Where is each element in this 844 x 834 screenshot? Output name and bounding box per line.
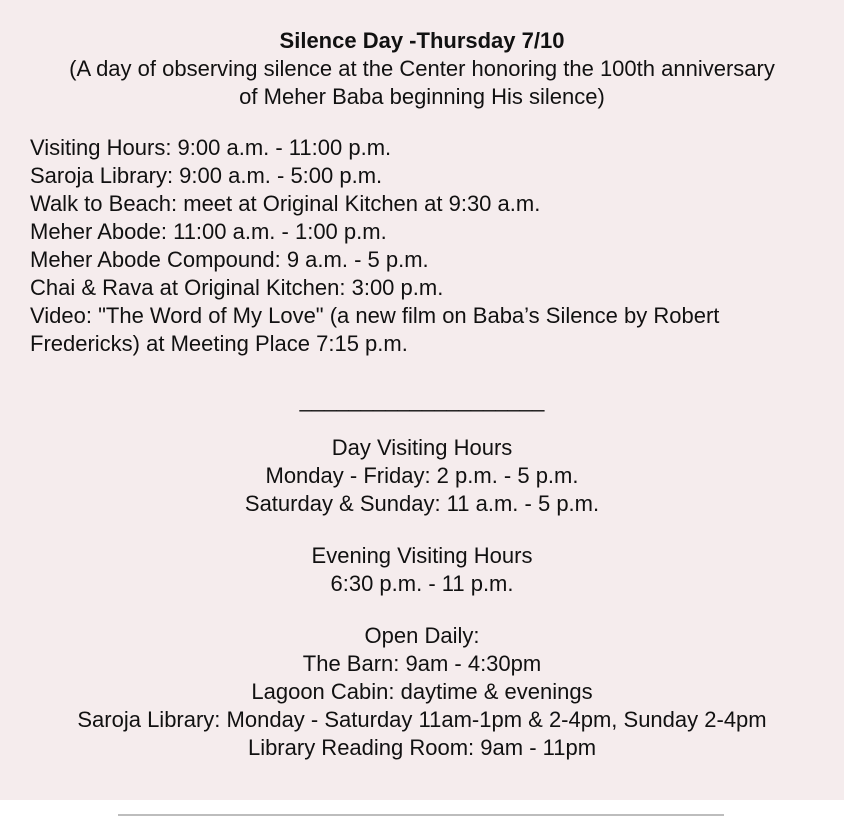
hours-line: Lagoon Cabin: daytime & evenings — [251, 679, 593, 704]
schedule-item-visiting-hours: Visiting Hours: 9:00 a.m. - 11:00 p.m. — [30, 135, 392, 160]
schedule-item-meher-abode: Meher Abode: 11:00 a.m. - 1:00 p.m. — [30, 219, 387, 244]
section-heading: Evening Visiting Hours — [311, 543, 533, 568]
page-title: Silence Day -Thursday 7/10 — [279, 28, 565, 53]
subtitle-line: (A day of observing silence at the Center honoring the 100th anniversary — [69, 56, 775, 81]
schedule-item-meher-abode-compound: Meher Abode Compound: 9 a.m. - 5 p.m. — [30, 247, 429, 272]
bottom-rule — [118, 814, 724, 816]
hours-line: Library Reading Room: 9am - 11pm — [247, 735, 597, 760]
evening-visiting-hours — [0, 542, 844, 598]
section-heading: Day Visiting Hours — [331, 435, 513, 460]
schedule-item-saroja-library: Saroja Library: 9:00 a.m. - 5:00 p.m. — [30, 163, 383, 188]
open-daily — [0, 622, 844, 762]
silence-day-schedule — [30, 134, 830, 358]
section-divider: ____________________ — [299, 387, 545, 412]
hours-line: Saturday & Sunday: 11 a.m. - 5 p.m. — [244, 491, 600, 516]
hours-line: The Barn: 9am - 4:30pm — [302, 651, 542, 676]
section-heading: Open Daily: — [364, 623, 480, 648]
schedule-item-video: Video: "The Word of My Love" (a new film on Baba’s Silence by Robert Fredericks) at Meeting Place 7:15 p.m. — [30, 303, 720, 356]
hours-line: 6:30 p.m. - 11 p.m. — [330, 571, 514, 596]
schedule-item-chai-rava: Chai & Rava at Original Kitchen: 3:00 p.m. — [30, 275, 444, 300]
schedule-item-walk-to-beach: Walk to Beach: meet at Original Kitchen at 9:30 a.m. — [30, 191, 541, 216]
subtitle — [0, 55, 844, 111]
hours-line: Saroja Library: Monday - Saturday 11am-1pm & 2-4pm, Sunday 2-4pm — [77, 707, 767, 732]
subtitle-line: of Meher Baba beginning His silence) — [239, 84, 605, 109]
day-visiting-hours — [0, 434, 844, 518]
hours-line: Monday - Friday: 2 p.m. - 5 p.m. — [265, 463, 579, 488]
